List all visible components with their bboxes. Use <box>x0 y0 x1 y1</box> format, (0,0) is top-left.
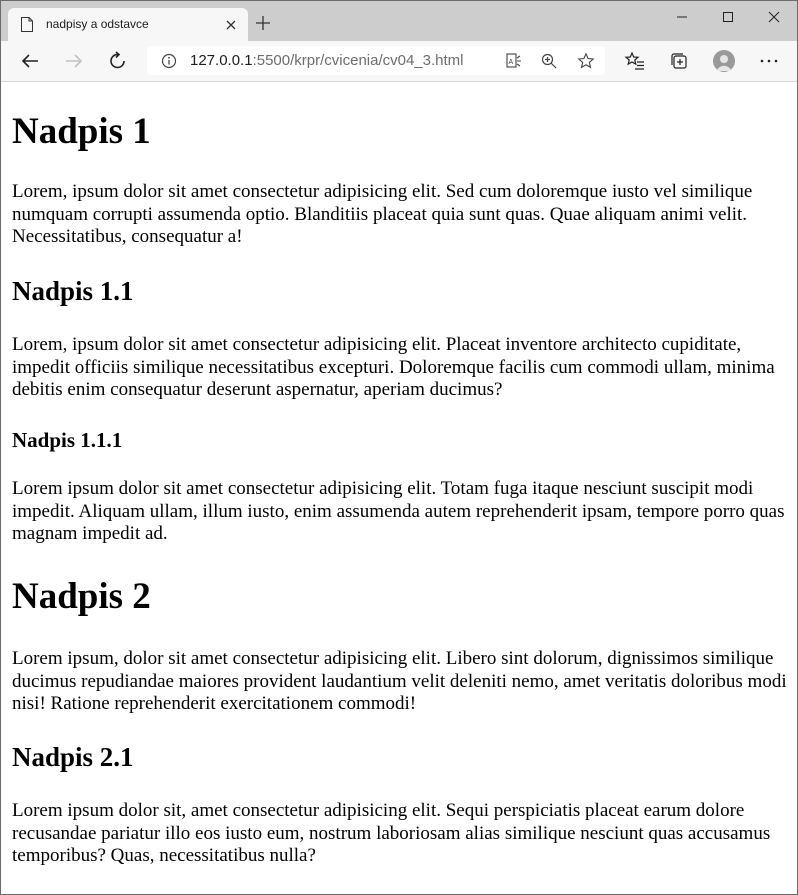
minimize-icon <box>676 11 688 23</box>
info-icon[interactable] <box>161 53 177 69</box>
close-window-icon <box>768 11 780 23</box>
back-arrow-icon[interactable] <box>19 50 41 72</box>
maximize-icon <box>722 11 734 23</box>
address-bar[interactable] <box>147 46 605 75</box>
heading-nadpis-1-1-1: Nadpis 1.1.1 <box>12 428 123 452</box>
more-options-icon[interactable] <box>758 50 780 72</box>
tab-strip <box>1 1 797 41</box>
read-aloud-icon[interactable] <box>505 52 523 70</box>
heading-nadpis-1: Nadpis 1 <box>12 111 151 152</box>
profile-avatar[interactable] <box>713 50 735 72</box>
profile-icon <box>713 50 735 72</box>
page-icon <box>21 17 33 32</box>
maximize-button[interactable] <box>705 1 751 33</box>
forward-arrow-icon[interactable] <box>63 50 85 72</box>
heading-nadpis-2-1: Nadpis 2.1 <box>12 742 134 772</box>
paragraph-5: Lorem ipsum dolor sit, amet consectetur adipisicing elit. Sequi perspiciatis placeat earum dolore recusandae pariatur illo eos iusto eum, nostrum laboriosam alias similique nesciunt quas accusamus temporibus? Quas, necessitatibus nulla? <box>12 800 771 866</box>
paragraph-1: Lorem, ipsum dolor sit amet consectetur adipisicing elit. Sed cum doloremque iusto vel similique numquam corrupti assumenda optio. Blanditiis placeat quia sunt quas. Quae aliquam animi velit. Necessitatibus, consequatur a! <box>12 181 753 247</box>
paragraph-2: Lorem, ipsum dolor sit amet consectetur adipisicing elit. Placeat inventore architecto cupiditate, impedit officiis similique necessitatibus excepturi. Doloremque facilis cum commodi ullam, minima debitis enim consequatur deserunt aspernatur, aperiam ducimus? <box>12 334 775 400</box>
url-host: 127.0.0.1 <box>190 52 253 69</box>
paragraph-4: Lorem ipsum, dolor sit amet consectetur adipisicing elit. Libero sint dolorum, dignissimos similique ducimus repudiandae maiores provident laudantium velit deleniti nemo, amet veritatis doloribus modi nisi! Ratione reprehenderit exercitationem commodi! <box>12 648 787 714</box>
favorites-icon[interactable] <box>624 50 646 72</box>
close-window-button[interactable] <box>751 1 797 33</box>
paragraph-3: Lorem ipsum dolor sit amet consectetur adipisicing elit. Totam fuga itaque nesciunt suscipit modi impedit. Aliquam ullam, illum iusto, enim assumenda autem reprehenderit ipsam, tempore porro quas magnam impedit ad. <box>12 478 785 544</box>
url-path: :5500/krpr/cvicenia/cv04_3.html <box>252 52 464 69</box>
svg-text:A: A <box>508 59 514 66</box>
browser-toolbar <box>1 41 797 82</box>
tab-title: nadpisy a odstavce <box>46 17 149 31</box>
new-tab-icon[interactable] <box>254 14 272 32</box>
collections-icon[interactable] <box>668 50 690 72</box>
url-text[interactable] <box>190 52 464 69</box>
zoom-icon[interactable] <box>540 52 558 70</box>
close-icon[interactable] <box>222 16 240 34</box>
refresh-icon[interactable] <box>107 50 129 72</box>
favorite-star-icon[interactable] <box>577 52 595 70</box>
heading-nadpis-2: Nadpis 2 <box>12 576 151 617</box>
browser-tab[interactable] <box>8 8 248 41</box>
minimize-button[interactable] <box>659 1 705 33</box>
heading-nadpis-1-1: Nadpis 1.1 <box>12 276 134 306</box>
